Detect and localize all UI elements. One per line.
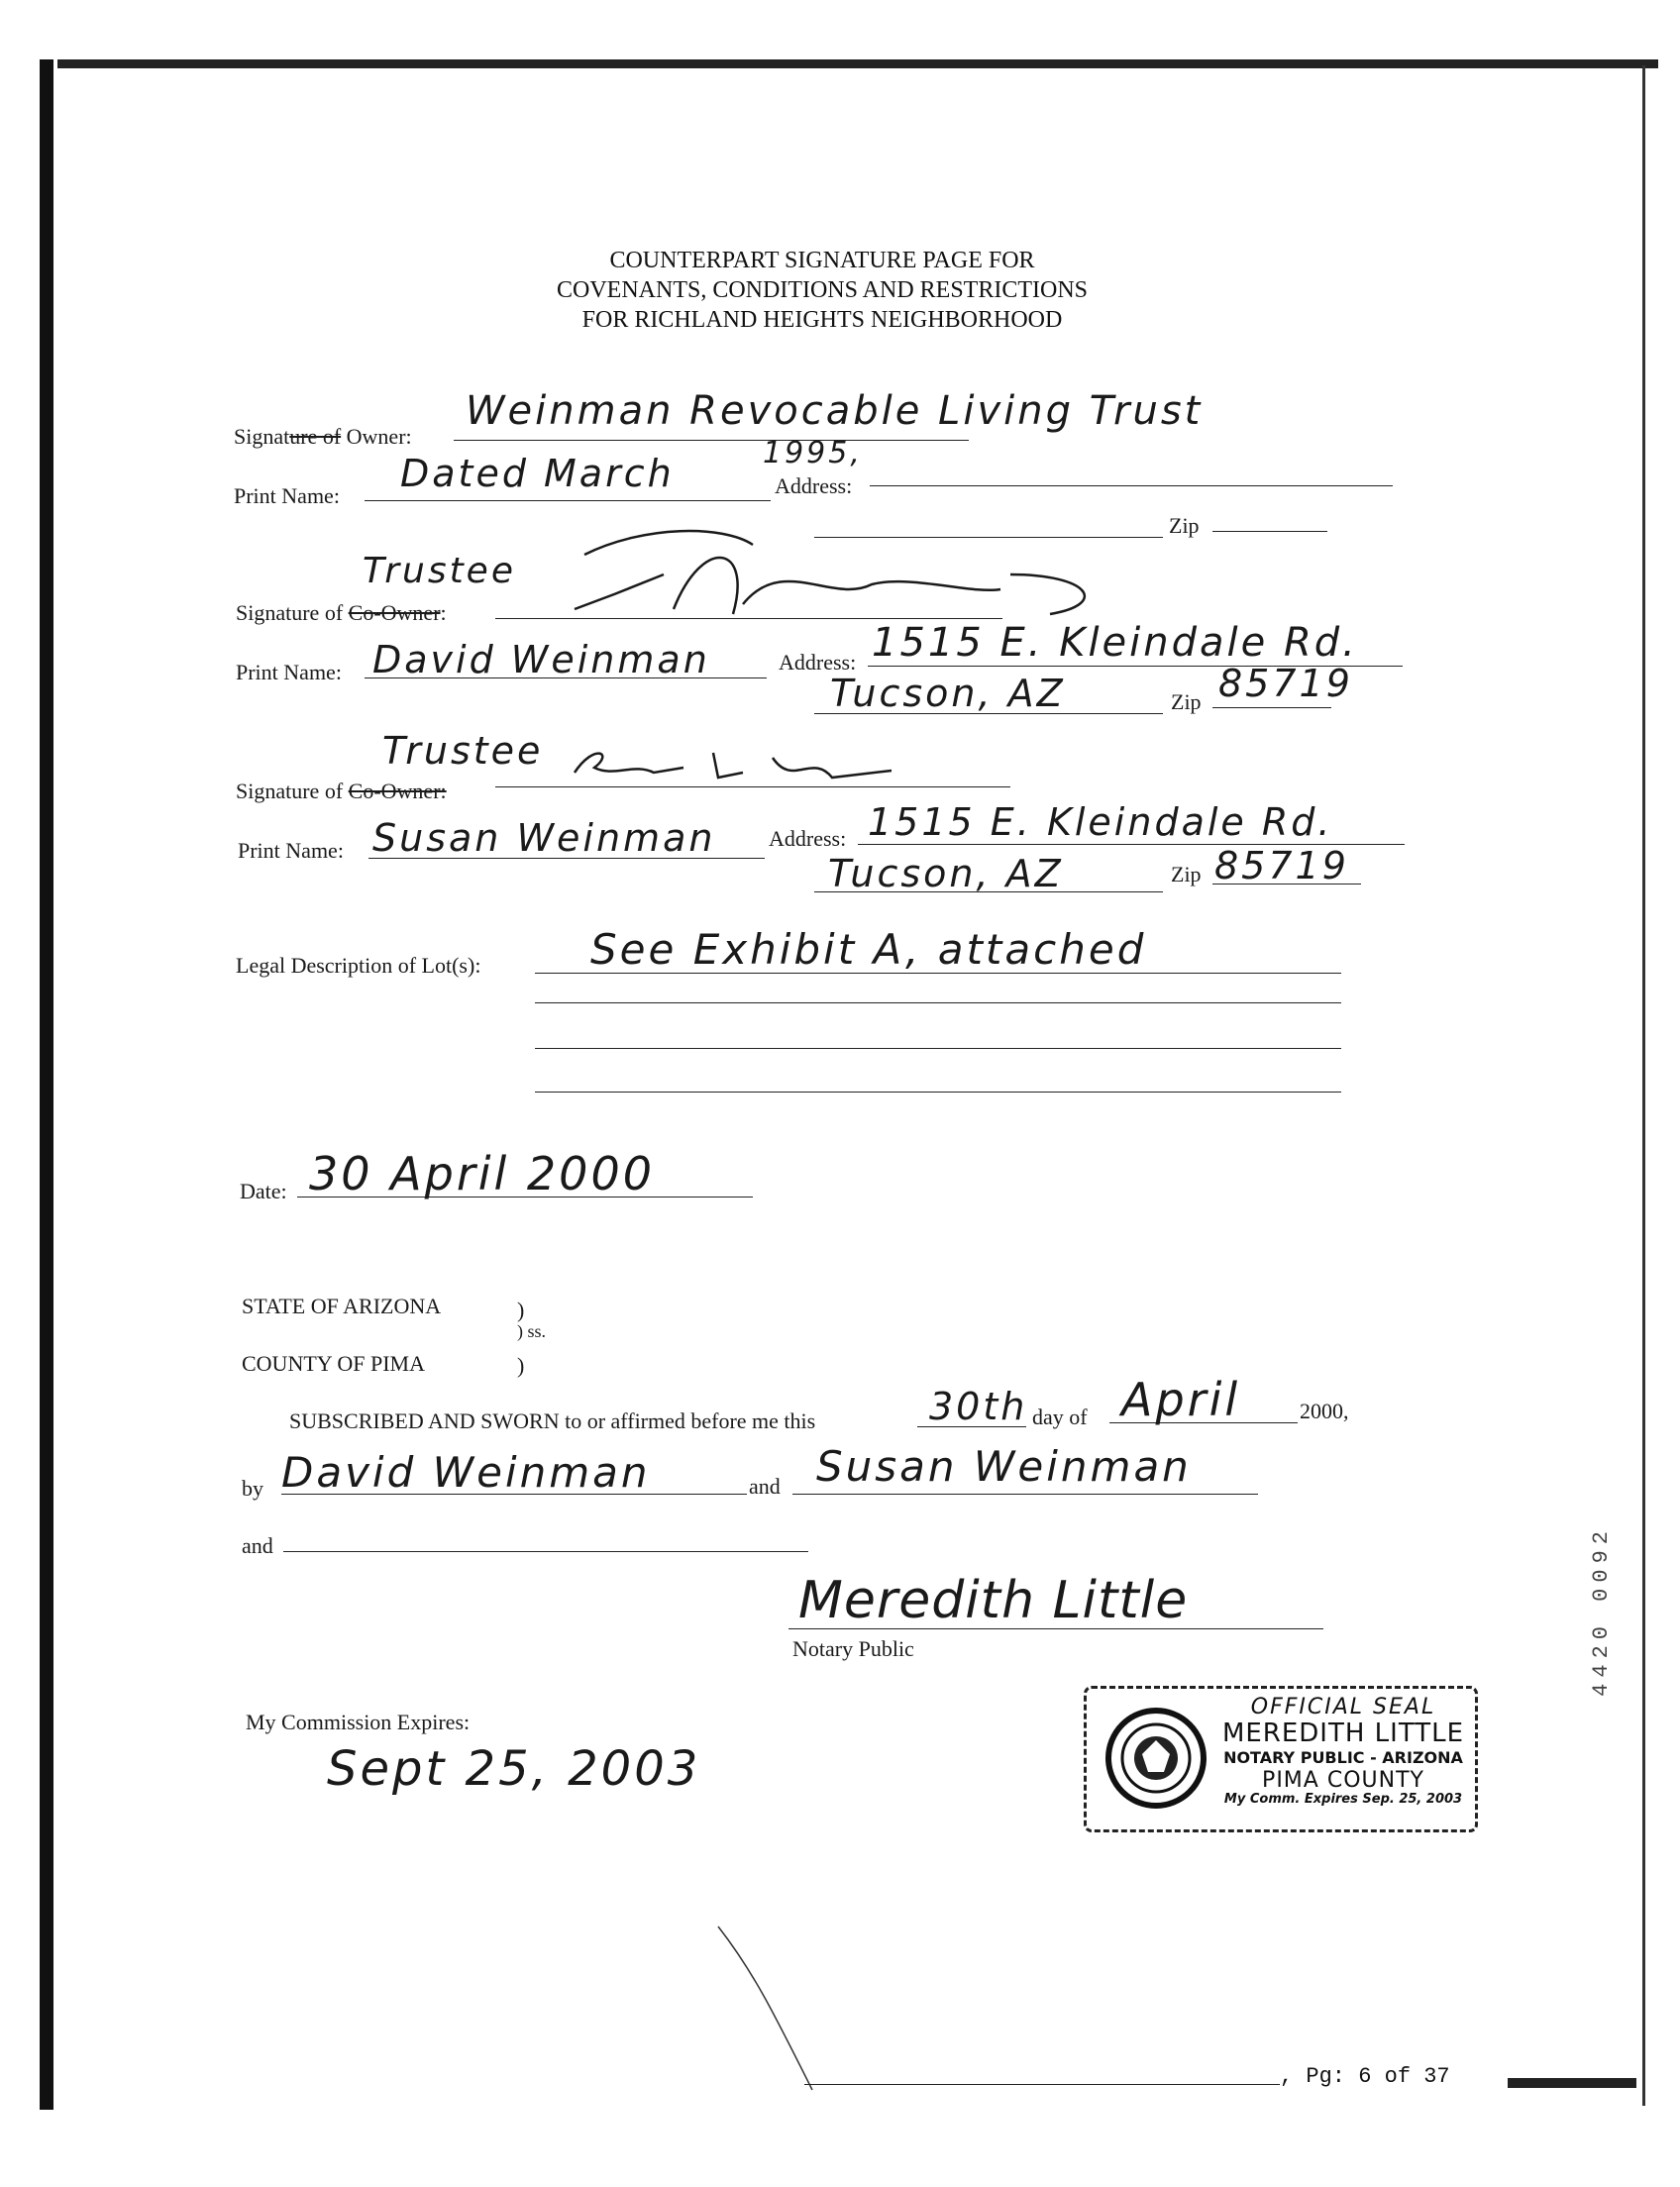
coowner2-address-line-2: Tucson, AZ [828, 852, 1064, 895]
date-label: Date: [240, 1179, 287, 1203]
legal-line-3 [535, 1048, 1341, 1049]
legal-description-value: See Exhibit A, attached [590, 925, 1147, 974]
title-line-2: COVENANTS, CONDITIONS AND RESTRICTIONS [556, 277, 1088, 303]
coowner1-signature-label: Signature of Co-Owner: [236, 600, 447, 625]
by-and-label: and [749, 1474, 781, 1499]
by-name-2-line [792, 1494, 1258, 1495]
owner-print-line [365, 500, 771, 501]
coowner1-zip: 85719 [1218, 662, 1353, 705]
coowner2-signature-scribble [555, 733, 911, 792]
coowner1-role: Trustee [363, 551, 516, 591]
sworn-day-of: day of [1032, 1405, 1088, 1429]
date-value: 30 April 2000 [309, 1147, 655, 1200]
venue-ss: ) ss. [517, 1321, 547, 1341]
coowner2-print-name: Susan Weinman [372, 816, 716, 860]
page-top-border [57, 59, 1658, 68]
seal-line-4: PIMA COUNTY [1262, 1767, 1424, 1793]
footer-rule [804, 2084, 1280, 2085]
owner-signature-label: Signature of Owner: [234, 424, 412, 449]
owner-signature: Weinman Revocable Living Trust [466, 388, 1204, 434]
seal-line-2: MEREDITH LITTLE [1221, 1718, 1465, 1749]
coowner2-signature-line [495, 786, 1010, 787]
sworn-month: April [1121, 1373, 1241, 1426]
sworn-year: 2000, [1300, 1399, 1349, 1423]
owner-zip-line [1212, 531, 1327, 532]
coowner2-role: Trustee [382, 729, 544, 773]
by-name-2: Susan Weinman [816, 1442, 1192, 1491]
coowner1-address-line-2: Tucson, AZ [830, 672, 1066, 715]
title-line-1: COUNTERPART SIGNATURE PAGE FOR [609, 248, 1035, 273]
commission-value: Sept 25, 2003 [327, 1741, 701, 1797]
title-line-3: FOR RICHLAND HEIGHTS NEIGHBORHOOD [581, 307, 1063, 333]
coowner2-address-line-1: 1515 E. Kleindale Rd. [868, 800, 1333, 844]
page-number: , Pg: 6 of 37 [1280, 2064, 1450, 2089]
and-label-2: and [242, 1533, 273, 1558]
coowner2-zip: 85719 [1214, 844, 1349, 887]
by-name-1: David Weinman [281, 1448, 651, 1497]
notary-public-label: Notary Public [792, 1636, 914, 1661]
coowner2-signature-label: Signature of Co-Owner: [236, 779, 447, 803]
document-title [327, 246, 1317, 335]
by-label: by [242, 1476, 263, 1501]
coowner1-address-label: Address: [779, 650, 857, 675]
state-seal-icon [1104, 1707, 1208, 1810]
owner-print-name-year: 1995, [763, 436, 863, 470]
seal-line-5: My Comm. Expires Sep. 25, 2003 [1223, 1791, 1463, 1807]
coowner1-signature-scribble [555, 515, 1129, 624]
coowner2-address-label: Address: [769, 826, 847, 851]
sworn-text: SUBSCRIBED AND SWORN to or affirmed before me this [289, 1408, 816, 1433]
recording-number: 4420 0092 [1589, 1525, 1614, 1697]
sworn-day: 30th [929, 1385, 1028, 1428]
coowner1-signature-line [495, 618, 1002, 619]
legal-line-2 [535, 1002, 1341, 1003]
owner-print-name: Dated March [400, 452, 675, 495]
notary-signature: Meredith Little [798, 1571, 1189, 1630]
coowner1-zip-line [1212, 707, 1331, 708]
coowner2-print-label: Print Name: [238, 838, 344, 863]
venue-paren-1: ) [517, 1298, 525, 1322]
seal-line-1: OFFICIAL SEAL [1250, 1695, 1436, 1719]
coowner1-print-name: David Weinman [372, 638, 710, 681]
page-right-border [1642, 65, 1645, 2106]
stray-pen-mark [713, 1922, 832, 2100]
and-line [283, 1551, 808, 1552]
coowner1-zip-label: Zip [1171, 689, 1202, 714]
owner-signature-line [454, 440, 969, 441]
seal-line-3: NOTARY PUBLIC - ARIZONA [1223, 1748, 1463, 1768]
official-seal-stamp [1084, 1686, 1478, 1832]
state-label: STATE OF ARIZONA [242, 1294, 442, 1318]
owner-zip-label: Zip [1169, 513, 1200, 538]
venue-paren-2: ) [517, 1353, 525, 1378]
legal-description-label: Legal Description of Lot(s): [236, 953, 481, 978]
owner-print-label: Print Name: [234, 483, 340, 508]
county-label: COUNTY OF PIMA [242, 1351, 425, 1376]
commission-label: My Commission Expires: [246, 1710, 471, 1734]
page-left-border [40, 59, 53, 2110]
legal-line-4 [535, 1092, 1341, 1093]
owner-address-line [870, 485, 1393, 486]
owner-address-label: Address: [775, 473, 853, 498]
coowner1-print-label: Print Name: [236, 660, 342, 684]
coowner2-zip-label: Zip [1171, 862, 1202, 886]
coowner1-address-line-1: 1515 E. Kleindale Rd. [872, 620, 1358, 666]
footer-bar [1508, 2078, 1636, 2088]
